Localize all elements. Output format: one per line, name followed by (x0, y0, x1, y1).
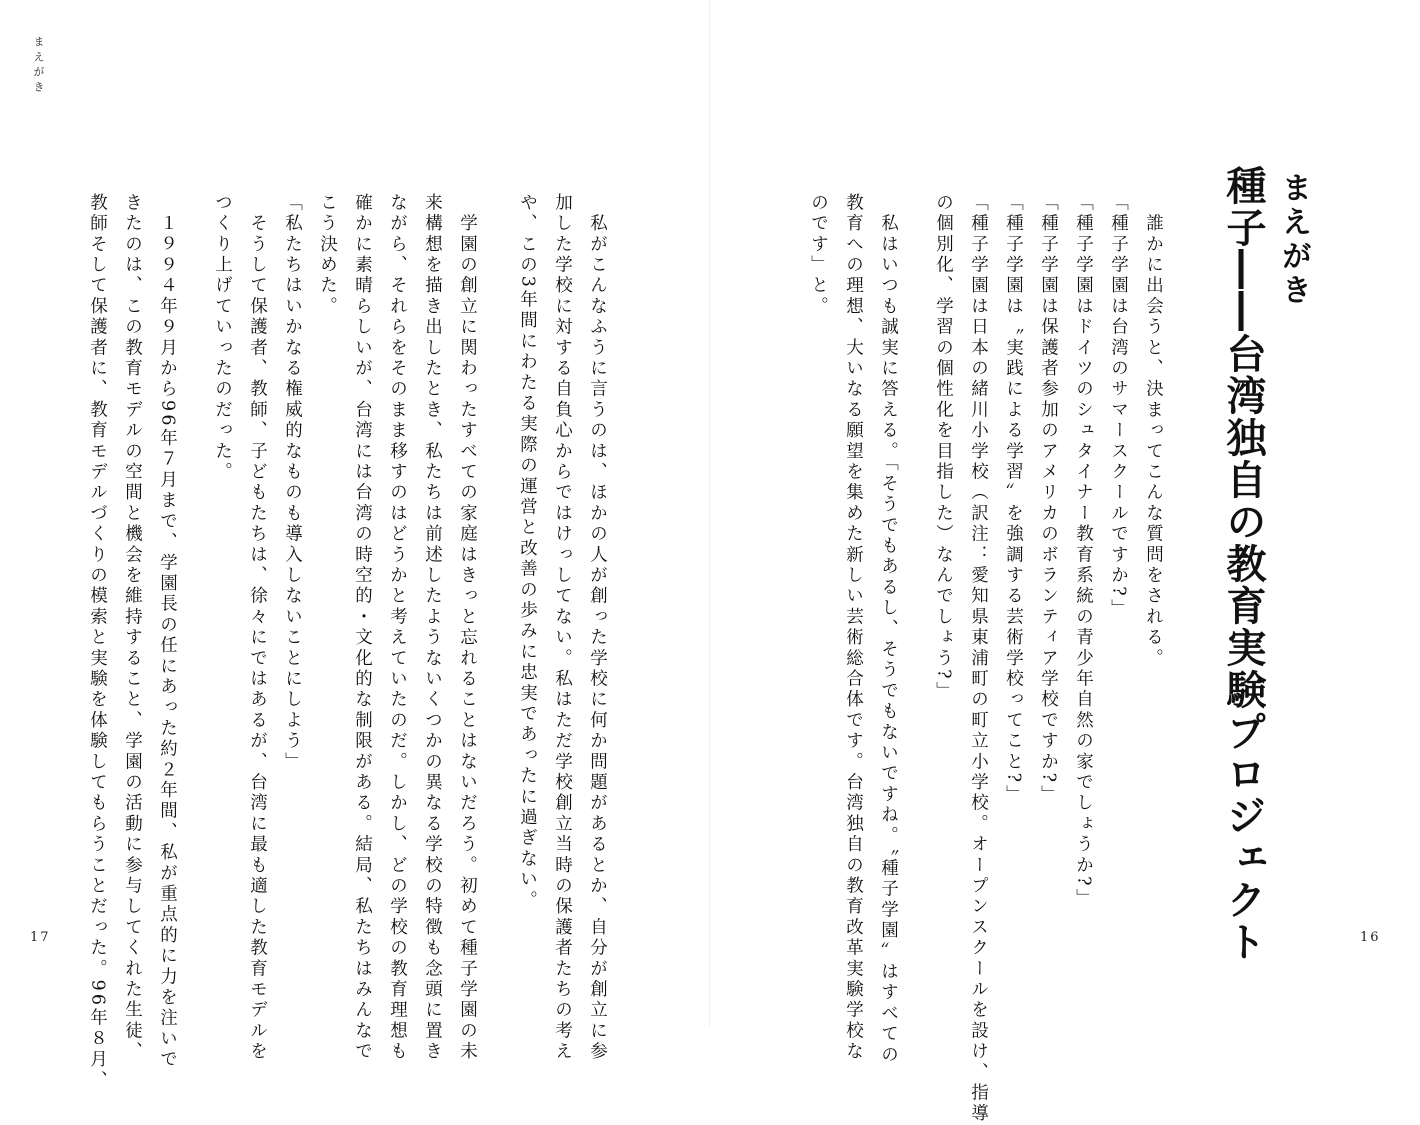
body-line: 誰かに出会うと、決まってこんな質問をされる。 (1143, 193, 1164, 670)
chapter-title: 種子――台湾独自の教育実験プロジェクト (1220, 165, 1266, 963)
body-line: つくり上げていったのだった。 (212, 193, 233, 483)
page-number-left: 17 (30, 930, 51, 945)
body-line: 確かに素晴らしいが、台湾には台湾の時空的・文化的な制限がある。結局、私たちはみんなで (352, 193, 373, 1063)
body-line: 教師そして保護者に、教育モデルづくりの模索と実験を体験してもらうことだった。96年８月、 (87, 193, 108, 1092)
left-page (0, 0, 710, 1092)
running-head: まえがき (32, 36, 45, 96)
body-line: きたのは、この教育モデルの空間と機会を維持すること、学園の活動に参与してくれた生徒、 (122, 193, 143, 1063)
body-line: １９９４年９月から96年７月まで、学園長の任にあった約２年間、私が重点的に力を注いで (157, 193, 178, 1071)
chapter-label: まえがき (1276, 172, 1311, 308)
body-line: 「種子学園は〝実践による学習〟を強調する芸術学校ってこと?」 (1003, 193, 1024, 806)
body-line: や、この3年間にわたる実際の運営と改善の歩みに忠実であったに過ぎない。 (517, 193, 538, 912)
page-number-right: 16 (1360, 930, 1381, 945)
body-line: 学園の創立に関わったすべての家庭はきっと忘れることはないだろう。初めて種子学園の未 (457, 193, 478, 1063)
body-line: 「私たちはいかなる権威的なものも導入しないことにしよう」 (282, 193, 303, 773)
body-line: 「種子学園は台湾のサマースクールですか?」 (1108, 193, 1129, 620)
body-line: ながら、それらをそのまま移すのはどうかと考えていたのだ。しかし、どの学校の教育理想も (387, 193, 408, 1063)
body-line: 「種子学園はドイツのシュタイナー教育系統の青少年自然の家でしょうか?」 (1073, 193, 1094, 910)
body-line: そうして保護者、教師、子どもたちは、徐々にではあるが、台湾に最も適した教育モデルを (247, 193, 268, 1063)
body-line: 私はいつも誠実に答える。「そうでもあるし、そうでもないですね。〝種子学園〟はすべての (878, 193, 899, 1066)
body-line: こう決めた。 (317, 193, 338, 318)
body-line: 「種子学園は保護者参加のアメリカのボランティア学校ですか?」 (1038, 193, 1059, 806)
right-page (710, 0, 1420, 1125)
body-line: のです」と。 (808, 193, 829, 318)
body-line: 来構想を描き出したとき、私たちは前述したようないくつかの異なる学校の特徴も念頭に置き (422, 193, 443, 1063)
body-line: 私がこんなふうに言うのは、ほかの人が創った学校に何か問題があるとか、自分が創立に参 (587, 193, 608, 1063)
body-line: 「種子学園は日本の緒川小学校（訳注：愛知県東浦町の町立小学校。オープンスクールを設け、指導 (968, 193, 989, 1125)
body-line: 教育への理想、大いなる願望を集めた新しい芸術総合体です。台湾独自の教育改革実験学校な (843, 193, 864, 1063)
body-line: の個別化、学習の個性化を目指した）なんでしょう?」 (933, 193, 954, 703)
body-line: 加した学校に対する自負心からではけっしてない。私はただ学校創立当時の保護者たちの考え (552, 193, 573, 1063)
